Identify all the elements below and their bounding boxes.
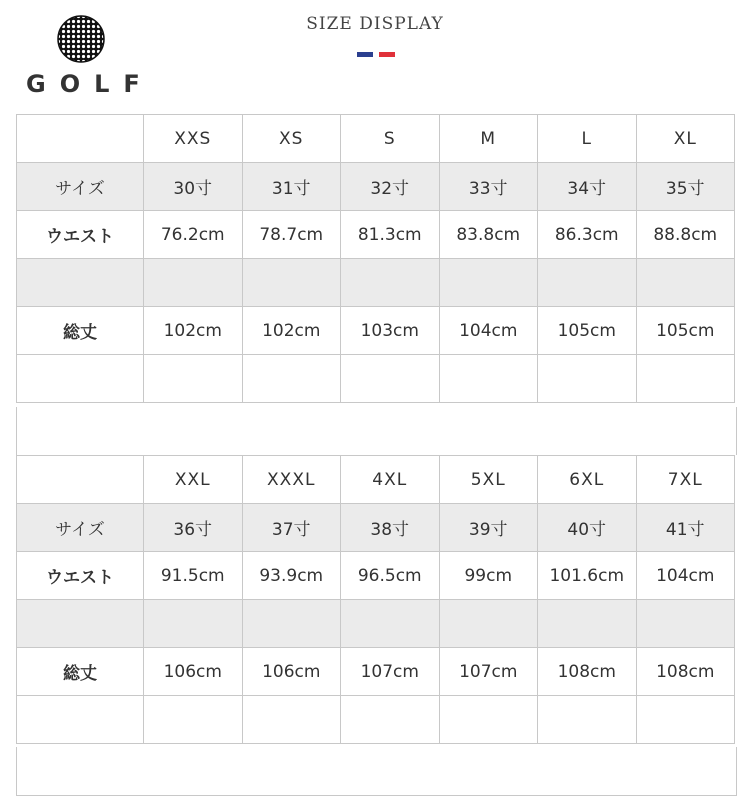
flag-stripe-red <box>379 52 395 57</box>
empty-cell <box>439 355 538 403</box>
empty-cell <box>439 259 538 307</box>
length-cell: 108cm <box>636 648 735 696</box>
empty-row <box>17 259 735 307</box>
length-cell: 105cm <box>538 307 637 355</box>
size-code-cell: 5XL <box>439 456 538 504</box>
empty-cell <box>636 355 735 403</box>
length-cell: 107cm <box>439 648 538 696</box>
length-row <box>17 648 735 696</box>
waist-cell: 99cm <box>439 552 538 600</box>
inch-cell: 30寸 <box>144 163 243 211</box>
waist-cell: 101.6cm <box>538 552 637 600</box>
inch-cell: 31寸 <box>242 163 341 211</box>
size-table-2 <box>16 455 735 744</box>
size-code-cell: 7XL <box>636 456 735 504</box>
empty-cell <box>538 696 637 744</box>
empty-cell <box>17 355 144 403</box>
empty-cell <box>636 696 735 744</box>
waist-cell: 81.3cm <box>341 211 440 259</box>
length-cell: 102cm <box>242 307 341 355</box>
length-cell: 105cm <box>636 307 735 355</box>
length-cell: 106cm <box>242 648 341 696</box>
size-code-cell: S <box>341 115 440 163</box>
empty-cell <box>636 600 735 648</box>
length-cell: 103cm <box>341 307 440 355</box>
empty-cell <box>538 600 637 648</box>
empty-row <box>17 600 735 648</box>
size-code-cell: XXXL <box>242 456 341 504</box>
empty-cell <box>17 259 144 307</box>
empty-cell <box>17 600 144 648</box>
row-label-length: 総丈 <box>17 648 144 696</box>
empty-cell <box>341 259 440 307</box>
waist-cell: 83.8cm <box>439 211 538 259</box>
length-cell: 107cm <box>341 648 440 696</box>
inch-cell: 40寸 <box>538 504 637 552</box>
inch-cell: 38寸 <box>341 504 440 552</box>
size-code-cell: XXS <box>144 115 243 163</box>
inch-cell: 39寸 <box>439 504 538 552</box>
waist-cell: 93.9cm <box>242 552 341 600</box>
empty-cell <box>242 355 341 403</box>
size-header-row <box>17 115 735 163</box>
page-title: SIZE DISPLAY <box>306 14 444 34</box>
empty-cell <box>636 259 735 307</box>
waist-cell: 76.2cm <box>144 211 243 259</box>
waist-cell: 88.8cm <box>636 211 735 259</box>
empty-cell <box>242 696 341 744</box>
waist-cell: 104cm <box>636 552 735 600</box>
waist-cell: 91.5cm <box>144 552 243 600</box>
size-code-cell: XS <box>242 115 341 163</box>
empty-cell <box>144 355 243 403</box>
empty-cell <box>538 355 637 403</box>
table-footer-gap <box>16 747 737 796</box>
size-code-cell: XXL <box>144 456 243 504</box>
length-cell: 106cm <box>144 648 243 696</box>
empty-cell <box>439 696 538 744</box>
empty-cell <box>242 259 341 307</box>
empty-cell <box>242 600 341 648</box>
header-empty-cell <box>17 456 144 504</box>
inch-size-row <box>17 163 735 211</box>
waist-row <box>17 552 735 600</box>
inch-cell: 33寸 <box>439 163 538 211</box>
row-label-size: サイズ <box>17 163 144 211</box>
size-header-row <box>17 456 735 504</box>
waist-cell: 78.7cm <box>242 211 341 259</box>
size-code-cell: 4XL <box>341 456 440 504</box>
empty-cell <box>341 696 440 744</box>
size-table-1 <box>16 114 735 403</box>
size-code-cell: XL <box>636 115 735 163</box>
waist-cell: 96.5cm <box>341 552 440 600</box>
row-label-waist: ウエスト <box>17 552 144 600</box>
empty-row <box>17 696 735 744</box>
inch-cell: 37寸 <box>242 504 341 552</box>
inch-cell: 36寸 <box>144 504 243 552</box>
row-label-length: 総丈 <box>17 307 144 355</box>
empty-cell <box>144 259 243 307</box>
header-empty-cell <box>17 115 144 163</box>
length-row <box>17 307 735 355</box>
inch-size-row <box>17 504 735 552</box>
length-cell: 102cm <box>144 307 243 355</box>
size-code-cell: M <box>439 115 538 163</box>
empty-cell <box>538 259 637 307</box>
size-code-cell: 6XL <box>538 456 637 504</box>
inch-cell: 35寸 <box>636 163 735 211</box>
empty-cell <box>341 355 440 403</box>
flag-stripe-blue <box>357 52 373 57</box>
inch-cell: 34寸 <box>538 163 637 211</box>
inch-cell: 41寸 <box>636 504 735 552</box>
logo-text: GOLF <box>26 70 154 98</box>
empty-cell <box>144 600 243 648</box>
empty-cell <box>341 600 440 648</box>
table-gap <box>16 407 737 455</box>
inch-cell: 32寸 <box>341 163 440 211</box>
empty-row <box>17 355 735 403</box>
waist-row <box>17 211 735 259</box>
row-label-size: サイズ <box>17 504 144 552</box>
row-label-waist: ウエスト <box>17 211 144 259</box>
size-code-cell: L <box>538 115 637 163</box>
empty-cell <box>17 696 144 744</box>
empty-cell <box>144 696 243 744</box>
length-cell: 108cm <box>538 648 637 696</box>
waist-cell: 86.3cm <box>538 211 637 259</box>
empty-cell <box>439 600 538 648</box>
length-cell: 104cm <box>439 307 538 355</box>
